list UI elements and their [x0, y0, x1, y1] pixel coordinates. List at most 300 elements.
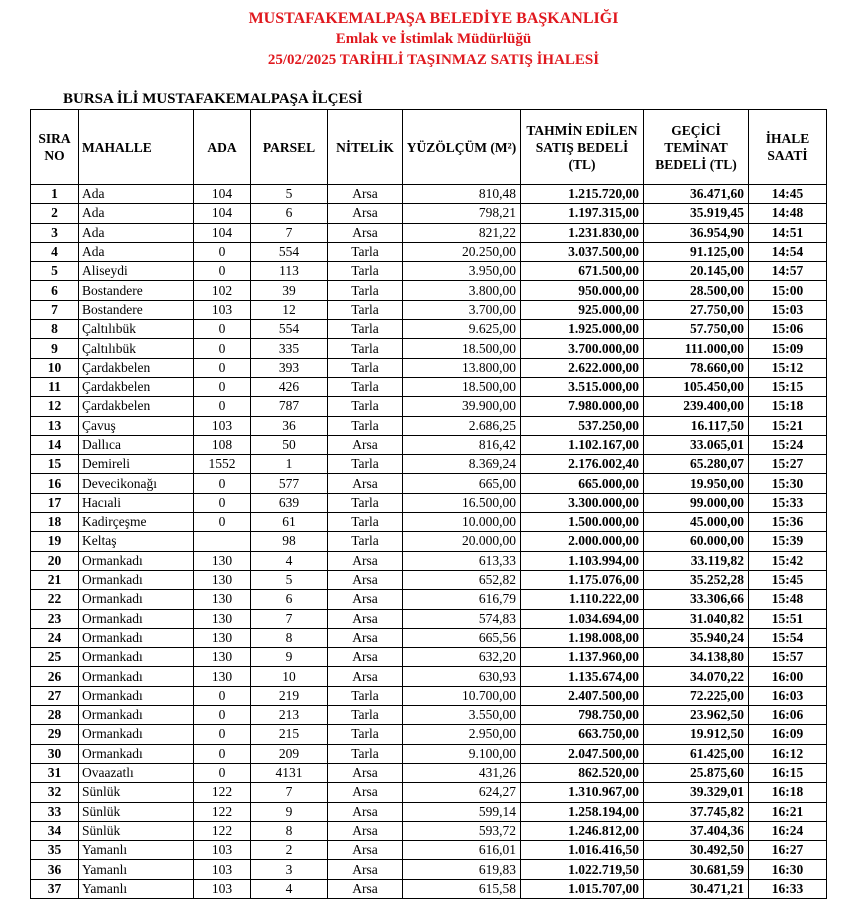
- cell-mahalle: Yamanlı: [79, 860, 194, 879]
- cell-parsel: 10: [251, 667, 328, 686]
- cell-ada: [194, 532, 251, 551]
- cell-parsel: 36: [251, 416, 328, 435]
- cell-tahmin: 862.520,00: [521, 763, 644, 782]
- cell-mahalle: Ormankadı: [79, 667, 194, 686]
- cell-tahmin: 2.176.002,40: [521, 455, 644, 474]
- cell-saat: 16:06: [749, 706, 827, 725]
- cell-saat: 15:57: [749, 648, 827, 667]
- cell-tahmin: 3.037.500,00: [521, 242, 644, 261]
- cell-nitelik: Arsa: [328, 802, 403, 821]
- cell-yuzolcum: 431,26: [403, 763, 521, 782]
- cell-parsel: 639: [251, 493, 328, 512]
- cell-mahalle: Ormankadı: [79, 609, 194, 628]
- cell-mahalle: Ormankadı: [79, 648, 194, 667]
- header-saat: İHALE SAATİ: [749, 110, 827, 185]
- cell-yuzolcum: 39.900,00: [403, 397, 521, 416]
- cell-mahalle: Bostandere: [79, 300, 194, 319]
- cell-teminat: 28.500,00: [644, 281, 749, 300]
- cell-ada: 1552: [194, 455, 251, 474]
- cell-sira: 17: [31, 493, 79, 512]
- cell-nitelik: Tarla: [328, 686, 403, 705]
- table-row: [31, 551, 827, 570]
- table-row: [31, 455, 827, 474]
- cell-nitelik: Arsa: [328, 628, 403, 647]
- cell-teminat: 37.745,82: [644, 802, 749, 821]
- cell-nitelik: Arsa: [328, 667, 403, 686]
- cell-ada: 0: [194, 320, 251, 339]
- cell-yuzolcum: 616,01: [403, 841, 521, 860]
- cell-saat: 15:09: [749, 339, 827, 358]
- cell-teminat: 16.117,50: [644, 416, 749, 435]
- cell-teminat: 61.425,00: [644, 744, 749, 763]
- cell-saat: 14:48: [749, 204, 827, 223]
- cell-teminat: 23.962,50: [644, 706, 749, 725]
- cell-nitelik: Arsa: [328, 783, 403, 802]
- cell-nitelik: Tarla: [328, 300, 403, 319]
- table-row: [31, 667, 827, 686]
- cell-sira: 21: [31, 570, 79, 589]
- cell-nitelik: Arsa: [328, 551, 403, 570]
- cell-parsel: 787: [251, 397, 328, 416]
- cell-mahalle: Yamanlı: [79, 879, 194, 898]
- table-row: [31, 204, 827, 223]
- table-row: [31, 397, 827, 416]
- table-row: [31, 763, 827, 782]
- cell-mahalle: Ada: [79, 242, 194, 261]
- cell-yuzolcum: 3.700,00: [403, 300, 521, 319]
- cell-saat: 16:33: [749, 879, 827, 898]
- cell-mahalle: Ormankadı: [79, 686, 194, 705]
- cell-sira: 34: [31, 821, 79, 840]
- cell-sira: 5: [31, 262, 79, 281]
- cell-mahalle: Sünlük: [79, 783, 194, 802]
- cell-mahalle: Yamanlı: [79, 841, 194, 860]
- cell-teminat: 111.000,00: [644, 339, 749, 358]
- cell-mahalle: Ormankadı: [79, 706, 194, 725]
- cell-saat: 16:15: [749, 763, 827, 782]
- cell-tahmin: 1.015.707,00: [521, 879, 644, 898]
- cell-ada: 108: [194, 435, 251, 454]
- cell-ada: 0: [194, 513, 251, 532]
- cell-parsel: 6: [251, 590, 328, 609]
- cell-teminat: 36.471,60: [644, 185, 749, 204]
- table-row: [31, 648, 827, 667]
- table-row: [31, 590, 827, 609]
- cell-ada: 130: [194, 551, 251, 570]
- cell-mahalle: Ada: [79, 223, 194, 242]
- table-row: [31, 339, 827, 358]
- cell-parsel: 335: [251, 339, 328, 358]
- cell-mahalle: Ormankadı: [79, 725, 194, 744]
- cell-saat: 16:00: [749, 667, 827, 686]
- cell-yuzolcum: 3.950,00: [403, 262, 521, 281]
- header-parsel: PARSEL: [251, 110, 328, 185]
- cell-tahmin: 1.310.967,00: [521, 783, 644, 802]
- cell-saat: 15:45: [749, 570, 827, 589]
- cell-sira: 13: [31, 416, 79, 435]
- cell-saat: 15:36: [749, 513, 827, 532]
- cell-yuzolcum: 18.500,00: [403, 339, 521, 358]
- cell-nitelik: Arsa: [328, 474, 403, 493]
- cell-parsel: 50: [251, 435, 328, 454]
- cell-saat: 16:12: [749, 744, 827, 763]
- header-ada: ADA: [194, 110, 251, 185]
- cell-yuzolcum: 3.550,00: [403, 706, 521, 725]
- cell-parsel: 213: [251, 706, 328, 725]
- table-row: [31, 300, 827, 319]
- cell-yuzolcum: 593,72: [403, 821, 521, 840]
- cell-teminat: 34.070,22: [644, 667, 749, 686]
- cell-tahmin: 665.000,00: [521, 474, 644, 493]
- cell-mahalle: Dallıca: [79, 435, 194, 454]
- cell-ada: 122: [194, 821, 251, 840]
- cell-yuzolcum: 18.500,00: [403, 377, 521, 396]
- cell-yuzolcum: 10.000,00: [403, 513, 521, 532]
- cell-saat: 16:09: [749, 725, 827, 744]
- cell-parsel: 61: [251, 513, 328, 532]
- cell-ada: 122: [194, 783, 251, 802]
- cell-tahmin: 2.622.000,00: [521, 358, 644, 377]
- cell-saat: 15:15: [749, 377, 827, 396]
- cell-nitelik: Arsa: [328, 841, 403, 860]
- cell-ada: 103: [194, 300, 251, 319]
- cell-nitelik: Tarla: [328, 320, 403, 339]
- cell-parsel: 2: [251, 841, 328, 860]
- cell-parsel: 426: [251, 377, 328, 396]
- cell-teminat: 33.119,82: [644, 551, 749, 570]
- cell-tahmin: 7.980.000,00: [521, 397, 644, 416]
- cell-mahalle: Ovaazatlı: [79, 763, 194, 782]
- table-row: [31, 185, 827, 204]
- cell-sira: 10: [31, 358, 79, 377]
- cell-parsel: 12: [251, 300, 328, 319]
- cell-saat: 15:00: [749, 281, 827, 300]
- cell-saat: 15:03: [749, 300, 827, 319]
- cell-parsel: 9: [251, 648, 328, 667]
- district-subtitle: BURSA İLİ MUSTAFAKEMALPAŞA İLÇESİ: [63, 91, 363, 107]
- cell-sira: 1: [31, 185, 79, 204]
- table-row: [31, 493, 827, 512]
- cell-saat: 15:21: [749, 416, 827, 435]
- cell-parsel: 7: [251, 223, 328, 242]
- cell-teminat: 99.000,00: [644, 493, 749, 512]
- cell-tahmin: 798.750,00: [521, 706, 644, 725]
- cell-ada: 103: [194, 879, 251, 898]
- cell-teminat: 31.040,82: [644, 609, 749, 628]
- table-row: [31, 532, 827, 551]
- cell-parsel: 3: [251, 860, 328, 879]
- cell-ada: 0: [194, 377, 251, 396]
- cell-saat: 14:51: [749, 223, 827, 242]
- cell-mahalle: Ormankadı: [79, 628, 194, 647]
- table-row: [31, 706, 827, 725]
- cell-tahmin: 1.022.719,50: [521, 860, 644, 879]
- cell-nitelik: Tarla: [328, 262, 403, 281]
- cell-mahalle: Çaltılıbük: [79, 339, 194, 358]
- cell-parsel: 5: [251, 570, 328, 589]
- cell-tahmin: 1.137.960,00: [521, 648, 644, 667]
- cell-sira: 26: [31, 667, 79, 686]
- cell-saat: 15:51: [749, 609, 827, 628]
- cell-ada: 130: [194, 628, 251, 647]
- cell-ada: 0: [194, 358, 251, 377]
- cell-teminat: 57.750,00: [644, 320, 749, 339]
- table-row: [31, 821, 827, 840]
- table-row: [31, 879, 827, 898]
- cell-ada: 122: [194, 802, 251, 821]
- cell-nitelik: Tarla: [328, 416, 403, 435]
- header-teminat: GEÇİCİ TEMİNAT BEDELİ (TL): [644, 110, 749, 185]
- cell-sira: 35: [31, 841, 79, 860]
- cell-saat: 15:48: [749, 590, 827, 609]
- cell-yuzolcum: 816,42: [403, 435, 521, 454]
- cell-yuzolcum: 16.500,00: [403, 493, 521, 512]
- cell-yuzolcum: 652,82: [403, 570, 521, 589]
- cell-parsel: 113: [251, 262, 328, 281]
- cell-teminat: 91.125,00: [644, 242, 749, 261]
- cell-saat: 16:03: [749, 686, 827, 705]
- cell-tahmin: 950.000,00: [521, 281, 644, 300]
- auction-table: [30, 109, 827, 899]
- cell-tahmin: 537.250,00: [521, 416, 644, 435]
- cell-ada: 103: [194, 860, 251, 879]
- cell-yuzolcum: 615,58: [403, 879, 521, 898]
- cell-sira: 16: [31, 474, 79, 493]
- cell-sira: 12: [31, 397, 79, 416]
- cell-sira: 20: [31, 551, 79, 570]
- cell-yuzolcum: 810,48: [403, 185, 521, 204]
- cell-yuzolcum: 9.100,00: [403, 744, 521, 763]
- cell-ada: 0: [194, 686, 251, 705]
- cell-yuzolcum: 599,14: [403, 802, 521, 821]
- cell-parsel: 39: [251, 281, 328, 300]
- cell-sira: 22: [31, 590, 79, 609]
- cell-parsel: 577: [251, 474, 328, 493]
- cell-mahalle: Sünlük: [79, 802, 194, 821]
- cell-mahalle: Demireli: [79, 455, 194, 474]
- cell-sira: 7: [31, 300, 79, 319]
- cell-parsel: 5: [251, 185, 328, 204]
- cell-sira: 6: [31, 281, 79, 300]
- cell-teminat: 19.912,50: [644, 725, 749, 744]
- cell-yuzolcum: 3.800,00: [403, 281, 521, 300]
- cell-sira: 2: [31, 204, 79, 223]
- cell-yuzolcum: 20.250,00: [403, 242, 521, 261]
- cell-mahalle: Ormankadı: [79, 570, 194, 589]
- cell-nitelik: Arsa: [328, 879, 403, 898]
- cell-teminat: 25.875,60: [644, 763, 749, 782]
- cell-tahmin: 1.215.720,00: [521, 185, 644, 204]
- cell-parsel: 8: [251, 628, 328, 647]
- cell-mahalle: Kadirçeşme: [79, 513, 194, 532]
- cell-parsel: 7: [251, 783, 328, 802]
- cell-nitelik: Arsa: [328, 223, 403, 242]
- cell-saat: 16:18: [749, 783, 827, 802]
- cell-saat: 15:30: [749, 474, 827, 493]
- cell-teminat: 65.280,07: [644, 455, 749, 474]
- cell-sira: 33: [31, 802, 79, 821]
- cell-sira: 27: [31, 686, 79, 705]
- cell-ada: 0: [194, 474, 251, 493]
- cell-parsel: 393: [251, 358, 328, 377]
- cell-yuzolcum: 2.950,00: [403, 725, 521, 744]
- cell-teminat: 19.950,00: [644, 474, 749, 493]
- cell-teminat: 30.681,59: [644, 860, 749, 879]
- cell-mahalle: Ormankadı: [79, 744, 194, 763]
- cell-nitelik: Tarla: [328, 493, 403, 512]
- table-body: [31, 185, 827, 899]
- cell-sira: 9: [31, 339, 79, 358]
- cell-nitelik: Tarla: [328, 358, 403, 377]
- cell-parsel: 4: [251, 551, 328, 570]
- cell-teminat: 27.750,00: [644, 300, 749, 319]
- cell-teminat: 239.400,00: [644, 397, 749, 416]
- cell-tahmin: 1.197.315,00: [521, 204, 644, 223]
- table-row: [31, 223, 827, 242]
- table-row: [31, 281, 827, 300]
- table-row: [31, 570, 827, 589]
- header-yuzolcum: YÜZÖLÇÜM (M²): [403, 110, 521, 185]
- table-row: [31, 435, 827, 454]
- cell-ada: 0: [194, 339, 251, 358]
- cell-sira: 28: [31, 706, 79, 725]
- cell-sira: 8: [31, 320, 79, 339]
- cell-tahmin: 1.258.194,00: [521, 802, 644, 821]
- cell-tahmin: 1.500.000,00: [521, 513, 644, 532]
- cell-nitelik: Arsa: [328, 570, 403, 589]
- header-mahalle: MAHALLE: [79, 110, 194, 185]
- table-row: [31, 860, 827, 879]
- cell-ada: 0: [194, 493, 251, 512]
- cell-nitelik: Tarla: [328, 455, 403, 474]
- cell-nitelik: Tarla: [328, 706, 403, 725]
- cell-nitelik: Arsa: [328, 648, 403, 667]
- cell-ada: 0: [194, 397, 251, 416]
- cell-parsel: 98: [251, 532, 328, 551]
- header-tahmin: TAHMİN EDİLEN SATIŞ BEDELİ (TL): [521, 110, 644, 185]
- cell-tahmin: 1.135.674,00: [521, 667, 644, 686]
- table-row: [31, 513, 827, 532]
- cell-sira: 31: [31, 763, 79, 782]
- cell-saat: 16:27: [749, 841, 827, 860]
- cell-teminat: 37.404,36: [644, 821, 749, 840]
- cell-sira: 23: [31, 609, 79, 628]
- cell-sira: 29: [31, 725, 79, 744]
- table-row: [31, 262, 827, 281]
- cell-sira: 3: [31, 223, 79, 242]
- cell-tahmin: 663.750,00: [521, 725, 644, 744]
- cell-nitelik: Tarla: [328, 744, 403, 763]
- cell-teminat: 35.919,45: [644, 204, 749, 223]
- cell-mahalle: Bostandere: [79, 281, 194, 300]
- cell-tahmin: 1.102.167,00: [521, 435, 644, 454]
- cell-saat: 14:57: [749, 262, 827, 281]
- cell-nitelik: Arsa: [328, 590, 403, 609]
- cell-sira: 15: [31, 455, 79, 474]
- cell-parsel: 554: [251, 320, 328, 339]
- table-row: [31, 377, 827, 396]
- cell-saat: 15:24: [749, 435, 827, 454]
- cell-saat: 15:12: [749, 358, 827, 377]
- auction-title: 25/02/2025 TARİHLİ TAŞINMAZ SATIŞ İHALESİ: [267, 52, 600, 68]
- cell-parsel: 215: [251, 725, 328, 744]
- cell-yuzolcum: 9.625,00: [403, 320, 521, 339]
- cell-mahalle: Çardakbelen: [79, 358, 194, 377]
- header-sira: SIRA NO: [31, 110, 79, 185]
- cell-ada: 0: [194, 763, 251, 782]
- cell-ada: 103: [194, 416, 251, 435]
- cell-mahalle: Ormankadı: [79, 590, 194, 609]
- cell-saat: 15:18: [749, 397, 827, 416]
- cell-teminat: 35.940,24: [644, 628, 749, 647]
- cell-sira: 4: [31, 242, 79, 261]
- cell-saat: 16:21: [749, 802, 827, 821]
- cell-yuzolcum: 2.686,25: [403, 416, 521, 435]
- cell-yuzolcum: 798,21: [403, 204, 521, 223]
- cell-tahmin: 1.103.994,00: [521, 551, 644, 570]
- cell-tahmin: 1.246.812,00: [521, 821, 644, 840]
- cell-ada: 104: [194, 204, 251, 223]
- cell-nitelik: Tarla: [328, 281, 403, 300]
- cell-ada: 104: [194, 223, 251, 242]
- cell-saat: 14:45: [749, 185, 827, 204]
- table-row: [31, 320, 827, 339]
- cell-yuzolcum: 20.000,00: [403, 532, 521, 551]
- header-nitelik: NİTELİK: [328, 110, 403, 185]
- cell-yuzolcum: 665,00: [403, 474, 521, 493]
- cell-tahmin: 1.034.694,00: [521, 609, 644, 628]
- cell-parsel: 8: [251, 821, 328, 840]
- cell-tahmin: 1.016.416,50: [521, 841, 644, 860]
- cell-ada: 130: [194, 609, 251, 628]
- cell-mahalle: Çardakbelen: [79, 397, 194, 416]
- cell-sira: 11: [31, 377, 79, 396]
- cell-yuzolcum: 630,93: [403, 667, 521, 686]
- cell-saat: 16:30: [749, 860, 827, 879]
- cell-nitelik: Tarla: [328, 377, 403, 396]
- cell-tahmin: 2.407.500,00: [521, 686, 644, 705]
- cell-teminat: 45.000,00: [644, 513, 749, 532]
- table-row: [31, 783, 827, 802]
- cell-yuzolcum: 616,79: [403, 590, 521, 609]
- cell-nitelik: Tarla: [328, 513, 403, 532]
- cell-nitelik: Tarla: [328, 725, 403, 744]
- cell-ada: 130: [194, 570, 251, 589]
- table-row: [31, 242, 827, 261]
- cell-mahalle: Sünlük: [79, 821, 194, 840]
- cell-ada: 130: [194, 590, 251, 609]
- cell-sira: 18: [31, 513, 79, 532]
- cell-yuzolcum: 619,83: [403, 860, 521, 879]
- cell-teminat: 72.225,00: [644, 686, 749, 705]
- cell-saat: 15:33: [749, 493, 827, 512]
- cell-tahmin: 3.700.000,00: [521, 339, 644, 358]
- cell-tahmin: 925.000,00: [521, 300, 644, 319]
- cell-teminat: 34.138,80: [644, 648, 749, 667]
- cell-mahalle: Çardakbelen: [79, 377, 194, 396]
- cell-sira: 30: [31, 744, 79, 763]
- cell-tahmin: 3.515.000,00: [521, 377, 644, 396]
- cell-parsel: 4131: [251, 763, 328, 782]
- cell-yuzolcum: 574,83: [403, 609, 521, 628]
- cell-mahalle: Devecikonağı: [79, 474, 194, 493]
- cell-tahmin: 1.110.222,00: [521, 590, 644, 609]
- cell-saat: 15:27: [749, 455, 827, 474]
- cell-teminat: 39.329,01: [644, 783, 749, 802]
- cell-mahalle: Aliseydi: [79, 262, 194, 281]
- cell-teminat: 36.954,90: [644, 223, 749, 242]
- table-row: [31, 725, 827, 744]
